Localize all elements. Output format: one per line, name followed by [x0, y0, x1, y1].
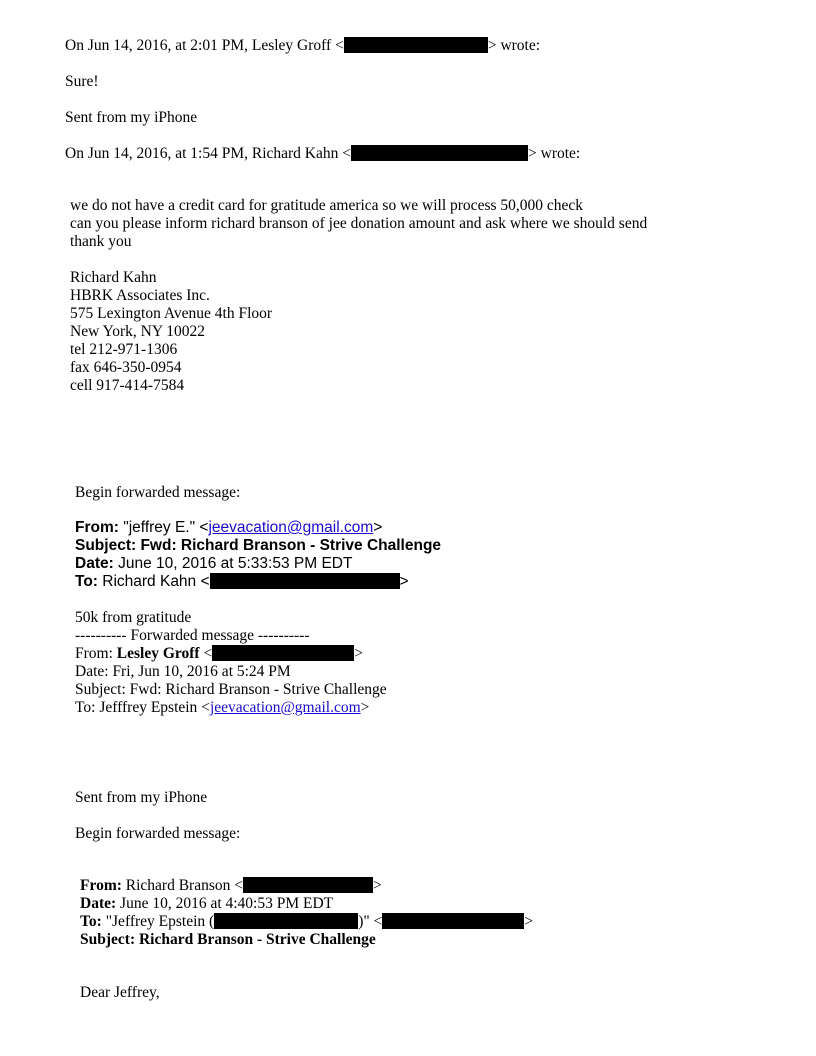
- signature-line: cell 917-414-7584: [70, 377, 185, 394]
- redaction-bar: [210, 573, 400, 589]
- forward-begin: Begin forwarded message:: [75, 825, 241, 842]
- signature-line: Richard Kahn: [70, 269, 157, 286]
- signature-line: New York, NY 10022: [70, 323, 206, 340]
- message-line: we do not have a credit card for gratitude america so we will process 50,000 check: [70, 197, 584, 214]
- reply-header-kahn: On Jun 14, 2016, at 1:54 PM, Richard Kahn < > wrote:: [65, 145, 581, 162]
- inner-subject: Subject: Fwd: Richard Branson - Strive Challenge: [75, 681, 387, 698]
- signature-line: fax 646-350-0954: [70, 359, 182, 376]
- redaction-bar: [344, 37, 488, 53]
- forward-subject: Subject: Richard Branson - Strive Challenge: [80, 931, 376, 948]
- email-link[interactable]: jeevacation@gmail.com: [208, 519, 374, 536]
- letter-greeting: Dear Jeffrey,: [80, 984, 160, 1001]
- signature-line: HBRK Associates Inc.: [70, 287, 210, 304]
- forward-date: Date: June 10, 2016 at 5:33:53 PM EDT: [75, 555, 353, 572]
- redaction-bar: [243, 877, 373, 893]
- forward-to: To: "Jeffrey Epstein ( )" < >: [80, 913, 534, 930]
- forward-from: From: "jeffrey E." <jeevacation@gmail.com>: [75, 519, 383, 536]
- forward-date: Date: June 10, 2016 at 4:40:53 PM EDT: [80, 895, 334, 912]
- message-line: thank you: [70, 233, 132, 250]
- reply-body: Sure!: [65, 73, 99, 90]
- forward-subject: Subject: Fwd: Richard Branson - Strive Challenge: [75, 537, 442, 554]
- forward-separator: ---------- Forwarded message ----------: [75, 627, 310, 644]
- message-line: can you please inform richard branson of jee donation amount and ask where we should send: [70, 215, 648, 232]
- inner-date: Date: Fri, Jun 10, 2016 at 5:24 PM: [75, 663, 291, 680]
- email-link[interactable]: jeevacation@gmail.com: [209, 699, 361, 716]
- forward-note: 50k from gratitude: [75, 609, 192, 626]
- inner-from: From: Lesley Groff < >: [75, 645, 363, 662]
- signature-line: tel 212-971-1306: [70, 341, 178, 358]
- redaction-bar: [351, 145, 528, 161]
- reply-header-groff: On Jun 14, 2016, at 2:01 PM, Lesley Groff < > wrote:: [65, 37, 541, 54]
- forward-begin: Begin forwarded message:: [75, 484, 241, 501]
- signature-line: 575 Lexington Avenue 4th Floor: [70, 305, 273, 322]
- forward-from: From: Richard Branson < >: [80, 877, 382, 894]
- signature-device: Sent from my iPhone: [75, 789, 208, 806]
- inner-to: To: Jefffrey Epstein <jeevacation@gmail.com>: [75, 699, 370, 716]
- forward-to: To: Richard Kahn < >: [75, 573, 409, 590]
- redaction-bar: [382, 913, 524, 929]
- redaction-bar: [212, 645, 354, 661]
- redaction-bar: [214, 913, 358, 929]
- signature-device: Sent from my iPhone: [65, 109, 198, 126]
